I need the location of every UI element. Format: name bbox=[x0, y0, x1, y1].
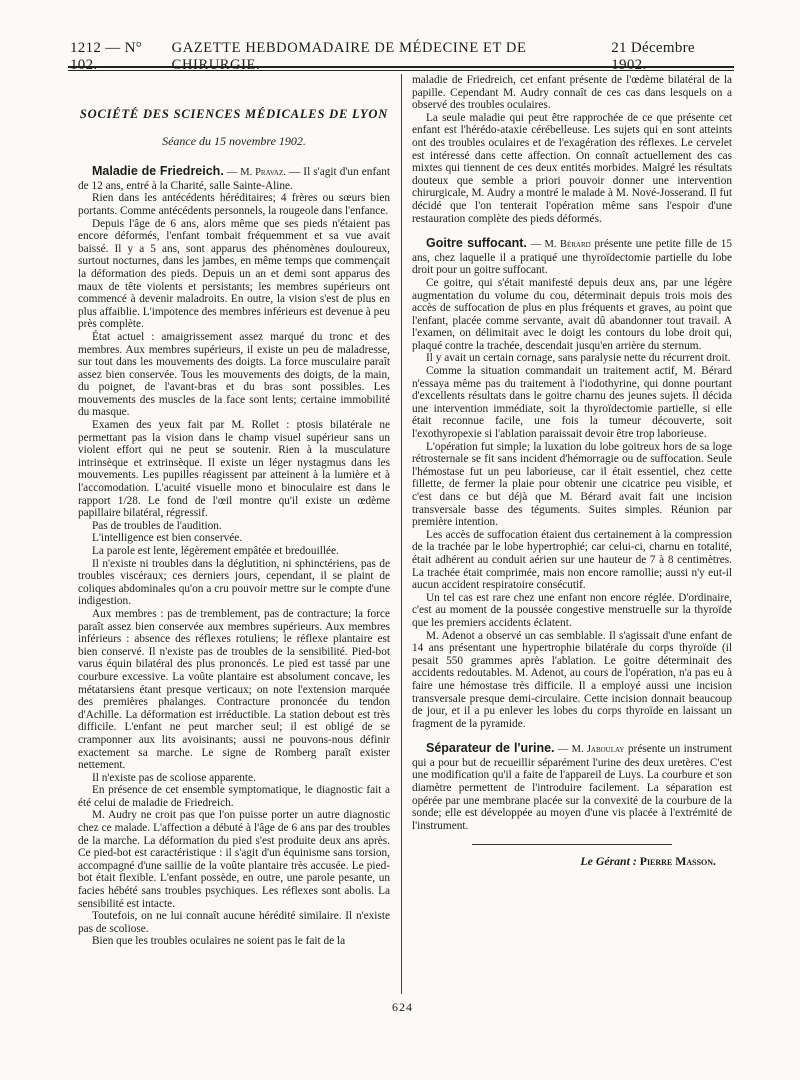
column-divider bbox=[401, 74, 402, 994]
paragraph: Il n'existe pas de scoliose apparente. bbox=[92, 771, 256, 784]
paragraph: La parole est lente, légèrement empâtée et bredouillée. bbox=[92, 545, 339, 557]
end-rule bbox=[472, 844, 672, 845]
paragraph: L'opération fut simple; la luxation du lobe goitreux hors de sa loge rétrosternale se fit sans incident d'hémorragie ou de suffocation. Seule l'hémostase fut un peu laborieuse, car il était essentiel, chez cette fillette, de fermer la plaie pour obtenir une cicatrice peu visible, et c'est dans ce but déjà que M. Bérard avait fait une incision transversale basse des téguments. Suites simples. Réunion par première intention. bbox=[412, 440, 732, 529]
right-column bbox=[412, 74, 732, 868]
paragraph: Toutefois, on ne lui connaît aucune hérédité similaire. Il n'existe pas de scoliose. bbox=[78, 910, 390, 935]
running-head bbox=[70, 40, 732, 73]
gerant-line bbox=[412, 855, 732, 868]
paragraph: M. Adenot a observé un cas semblable. Il s'agissait d'une enfant de 14 ans présentant une hypertrophie bilatérale du corps thyroïde (il pesait 550 grammes après l'ablation. Le goitre déterminait des accidents redoutables. M. Adenot, au cours de l'opération, n'a pas eu à faire une hémostase très difficile. Il a employé aussi une incision transversale presque demi-circulaire. Cette incision donnait beaucoup de jour, et il a pu enlever les lobes du corps thyroïde en laissant un fragment de la pyramide. bbox=[412, 629, 732, 730]
friedreich-lead bbox=[78, 165, 390, 192]
society-title: SOCIÉTÉ DES SCIENCES MÉDICALES DE LYON bbox=[79, 107, 389, 121]
friedreich-intro: — Il s'agit d'un enfant de 12 ans, entré à la Charité, salle Sainte-Aline. bbox=[78, 166, 391, 192]
author-berard: — M. Bérard bbox=[530, 239, 591, 251]
paragraph: En présence de cet ensemble symptomatique, le diagnostic fait a été celui de maladie de Friedreich. bbox=[78, 784, 390, 809]
paragraph: Bien que les troubles oculaires ne soient pas le fait de la bbox=[92, 935, 346, 948]
paragraph: Rien dans les antécédents héréditaires; 4 frères ou sœurs bien portants. Comme antécédents personnels, la rougeole dans l'enfance. bbox=[78, 192, 390, 217]
gerant-name: Pierre Masson. bbox=[639, 854, 716, 869]
page-number: 1212 — N° 102. bbox=[70, 40, 143, 73]
paragraph: M. Audry ne croit pas que l'on puisse porter un autre diagnostic chez ce malade. L'affection a débuté à l'âge de 6 ans par des troubles de la marche. La déformation du pied s'est produite deux ans après. Ce pied-bot est caractéristique : il s'agit d'un équinisme sans torsion, accompagné d'une saillie de la voûte plantaire très accusée. Le pied-bot était flexible. L'enfant possède, en outre, une parole pesante, un facies hébété sans troubles psychiques. Les réflexes sont abolis. La sensibilité est intacte. bbox=[78, 809, 390, 910]
paragraph: Pas de troubles de l'audition. bbox=[92, 519, 222, 532]
goitre-lead bbox=[412, 237, 732, 277]
paragraph: Un tel cas est rare chez une enfant non encore réglée. D'ordinaire, c'est au moment de la poussée congestive menstruelle sur la thyroïde que les premiers accidents éclatent. bbox=[412, 591, 732, 629]
paragraph: Il y avait un certain cornage, sans paralysie nette du récurrent droit. bbox=[426, 352, 731, 365]
header-rule bbox=[68, 66, 734, 71]
section-title-goitre: Goitre suffocant. bbox=[426, 236, 527, 251]
paragraph: Ce goitre, qui s'était manifesté depuis deux ans, par une légère augmentation du volume du cou, déterminait depuis trois mois des accès de suffocation de plus en plus fréquents et graves, au point que l'enfant, placée comme servante, avait dû abandonner tout travail. A l'examen, on délimitait avec le doigt les contours du lobe droit qui, plaqué contre la trachée, descendait jusqu'en arrière du sternum. bbox=[412, 276, 732, 352]
left-column bbox=[78, 78, 390, 948]
section-title-separateur: Séparateur de l'urine. bbox=[426, 741, 555, 756]
paragraph: Aux membres : pas de tremblement, pas de contracture; la force paraît assez bien conservée aux membres supérieurs. Aux membres inférieurs : absence des réflexes rotuliens; le réflexe plantaire est bien conservé. Il n'existe pas de troubles de la sensibilité. Pied-bot varus équin bilatéral des plus prononcés. Le pied est tassé par une courbure excessive. La voûte plantaire est absolument concave, les métatarsiens étant presque verticaux; on note l'extension marquée des premières phalanges. Contracture prononcée du tendon d'Achille. La déformation est irréductible. La station debout est très difficile. L'enfant ne peut marcher seul; il est obligé de se cramponner aux lits avoisinants; aussi ne pouvons-nous définir exactement sa marche. Le signe de Romberg paraît exister nettement. bbox=[78, 607, 390, 772]
goitre-intro: présente une petite fille de 15 ans, chez laquelle il a pratiqué une thyroïdectomie partielle du lobe droit pour un goitre suffocant. bbox=[412, 238, 732, 277]
folio-number: 624 bbox=[392, 1000, 413, 1014]
paragraph: Depuis l'âge de 6 ans, alors même que ses pieds n'étaient pas encore déformés, l'enfant tombait fréquemment et sa vue avait baissé. Il y a 5 ans, sont apparus des phénomènes douloureux, surtout nocturnes, dans les jambes, en même temps que commençait la déformation des pieds. Depuis un an et demi sont apparus des maux de tête violents et persistants; les membres supérieurs ont commencé à devenir maladroits. En outre, la vision s'est de plus en plus affaiblie. L'impotence des membres inférieurs est devenue à peu près complète. bbox=[78, 217, 390, 331]
gerant-label: Le Gérant : bbox=[580, 854, 637, 869]
paragraph: Il n'existe ni troubles dans la déglutition, ni sphinctériens, pas de troubles viscéraux; ces derniers jours, cependant, il se plaint de coliques abdominales qu'on a cru pouvoir mettre sur le compte d'une indigestion. bbox=[78, 557, 390, 608]
paragraph: L'intelligence est bien conservée. bbox=[92, 532, 243, 545]
section-title-friedreich: Maladie de Friedreich. bbox=[92, 164, 224, 179]
paragraph: État actuel : amaigrissement assez marqué du tronc et des membres. Aux membres supérieurs, il existe un peu de maladresse, sur tout dans les mouvements des doigts. La force musculaire paraît assez bien conservée. Tous les mouvements des doigts, de la main, du poignet, de l'avant-bras et du bras sont possibles. Les mouvements des muscles de la face sont lents; certaine immobilité du masque. bbox=[78, 330, 390, 419]
paragraph: Comme la situation commandait un traitement actif, M. Bérard n'essaya même pas du traitement à l'iodothyrine, qui donne pourtant d'excellents résultats dans le goitre charnu des jeunes sujets. Il décida une intervention immédiate, soit la thyroïdectomie partielle, si elle était reconnue facile, une fois la tumeur découverte, soit l'exothyropexie si l'ablation paraissait devoir être trop laborieuse. bbox=[412, 365, 732, 441]
author-jaboulay: — M. Jaboulay bbox=[557, 744, 625, 756]
paragraph: maladie de Friedreich, cet enfant présente de l'œdème bilatéral de la papille. Cependant M. Audry connaît de ces cas dans lesquels on a observé des troubles oculaires. bbox=[412, 74, 732, 112]
paragraph: Les accès de suffocation étaient dus certainement à la compression de la trachée par le lobe hypertrophié; car celui-ci, charnu en totalité, était adhérent au conduit aérien sur une hauteur de 7 à 8 centimètres. La trachée était comprimée, mais non encore ramollie; aussi n'y eut-il aucun accident respiratoire consécutif. bbox=[412, 528, 732, 592]
paragraph: Examen des yeux fait par M. Rollet : ptosis bilatérale ne permettant pas la vision dans le champ visuel supérieur sans un violent effort qui ne peut se soutenir. Rien à la musculature intrinsèque et extrinsèque. Il existe un léger nystagmus dans les mouvements. Les pupilles réagissent par atteinent à la lumière et à l'accomodation. L'acuité visuelle mono et binoculaire est dans le rapport 1/28. Le fond de l'œil montre qu'il existe un œdème papillaire bilatéral, régressif. bbox=[78, 419, 390, 520]
seance-date: Séance du 15 novembre 1902. bbox=[162, 133, 306, 148]
separateur-lead bbox=[412, 742, 732, 832]
issue-date: 21 Décembre 1902. bbox=[611, 40, 695, 73]
author-pravaz: — M. Pravaz. bbox=[226, 167, 286, 179]
paragraph: La seule maladie qui peut être rapprochée de ce que présente cet enfant est l'hérédo-ataxie cérébelleuse. Les sujets qui en sont atteints ont des troubles oculaires et de l'exagération des réflexes. Le cervelet est intéressé dans cette affection. On connaît actuellement des cas mixtes qui tiennent de ces deux entités morbides. Malgré les résultats douteux que semble a priori pouvoir donner une intervention chirurgicale, M. Audry a montré le malade à M. Nové-Josserand. Il fut décidé que l'on tenterait l'opération même sans l'espoir d'une restauration complète des pieds déformés. bbox=[412, 111, 732, 225]
separateur-intro: présente un instrument qui a pour but de recueillir séparément l'urine des deux uretères. C'est une modification qu'il a faite de l'appareil de Luys. La courbure et son diamètre permettent de l'introduire facilement. La séparation est opérée par une membrane placée sur la convexité de la courbure de la sonde; elle est développée au moyen d'une vis placée à l'extrémité de l'instrument. bbox=[412, 743, 732, 832]
journal-title: GAZETTE HEBDOMADAIRE DE MÉDECINE ET DE CHIRURGIE. bbox=[171, 40, 527, 73]
